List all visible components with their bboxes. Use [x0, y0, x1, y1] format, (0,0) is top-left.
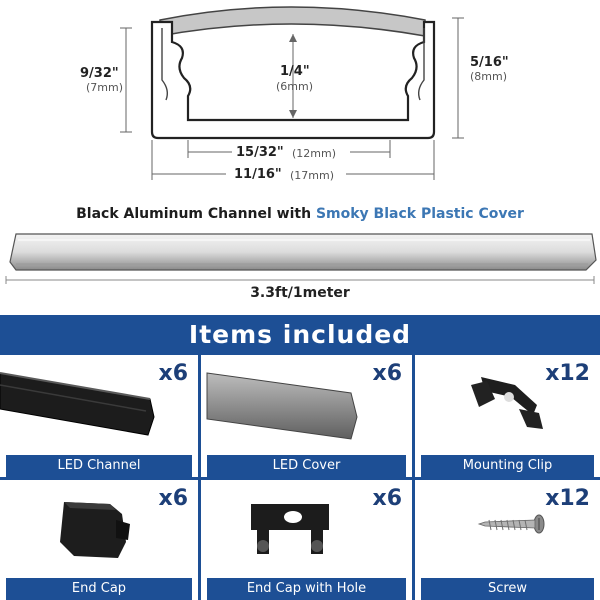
item-quantity: x6 — [158, 361, 188, 386]
left-height-label: 9/32" — [80, 66, 119, 81]
item-label: Screw — [421, 578, 594, 600]
center-height-metric: (6mm) — [276, 80, 314, 93]
item-label: LED Cover — [207, 455, 406, 477]
item-quantity: x12 — [545, 361, 590, 386]
profile-dimension-diagram — [0, 0, 600, 200]
items-included-title: Items included — [188, 320, 412, 349]
left-height-metric: (7mm) — [86, 81, 124, 94]
item-label: Mounting Clip — [421, 455, 594, 477]
item-end-cap — [0, 480, 198, 600]
item-end-cap-with-hole — [201, 480, 412, 600]
caption-prefix: Black Aluminum Channel with — [76, 206, 312, 222]
item-label: End Cap with Hole — [207, 578, 406, 600]
item-quantity: x6 — [372, 486, 402, 511]
items-included-panel — [0, 315, 600, 600]
center-height-label: 1/4" — [280, 64, 310, 79]
item-mounting-clip — [415, 355, 600, 477]
inner-width-metric: (12mm) — [292, 147, 337, 160]
length-label: 3.3ft/1meter — [250, 285, 350, 301]
item-label: LED Channel — [6, 455, 192, 477]
inner-width-label: 15/32" — [236, 145, 284, 160]
product-caption — [0, 206, 600, 222]
item-quantity: x6 — [158, 486, 188, 511]
item-quantity: x12 — [545, 486, 590, 511]
item-quantity: x6 — [372, 361, 402, 386]
item-screw — [415, 480, 600, 600]
right-height-label: 5/16" — [470, 55, 509, 70]
item-led-channel — [0, 355, 198, 477]
outer-width-label: 11/16" — [234, 167, 282, 182]
right-height-metric: (8mm) — [470, 70, 508, 83]
items-grid — [0, 355, 600, 600]
item-led-cover — [201, 355, 412, 477]
item-label: End Cap — [6, 578, 192, 600]
caption-highlight: Smoky Black Plastic Cover — [315, 206, 524, 222]
outer-width-metric: (17mm) — [290, 169, 335, 182]
